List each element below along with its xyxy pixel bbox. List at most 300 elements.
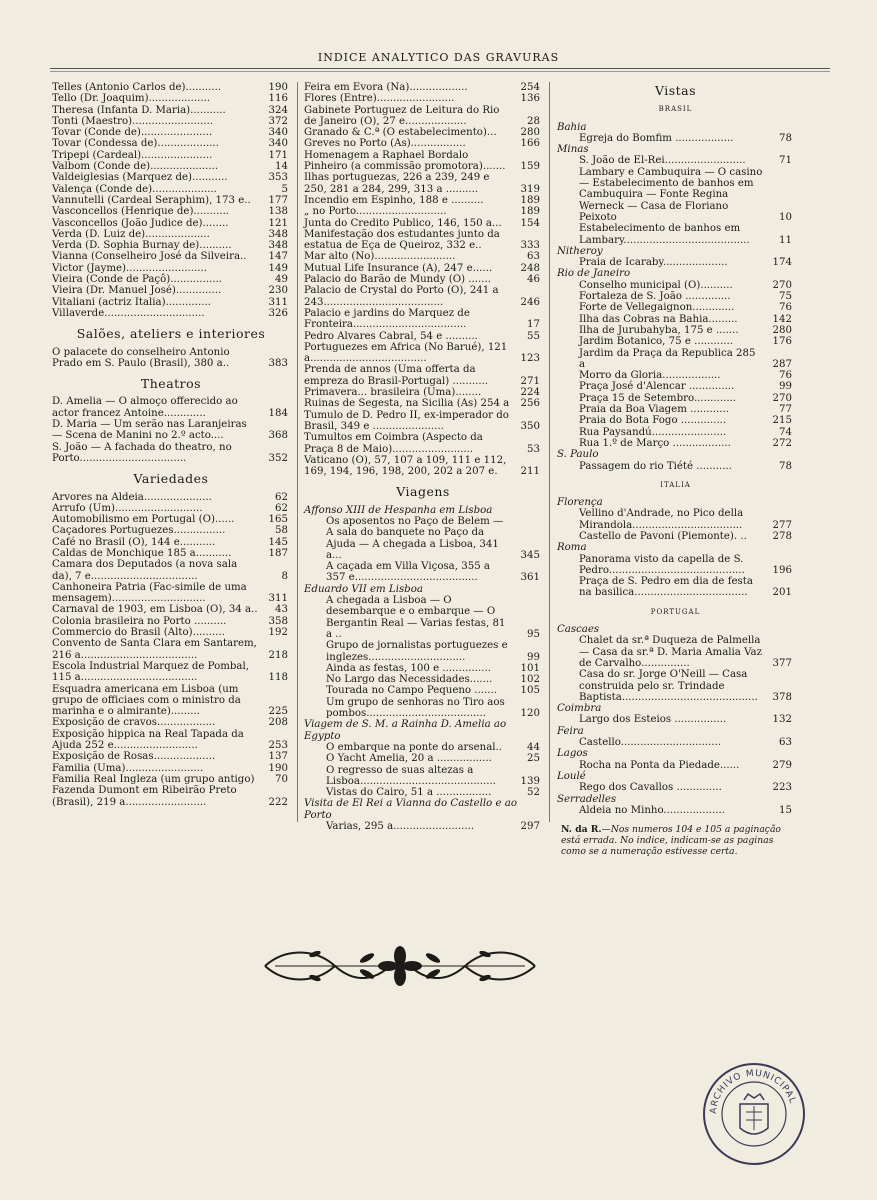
entry-page-number: 350: [520, 420, 540, 432]
entry-title: Os aposentos no Paço de Belem — A sala do banquete no Paço da Ajuda — A chegada a Lisboa, 341 a...: [326, 515, 504, 561]
entry-title: Telles (Antonio Carlos de)...........: [52, 82, 222, 93]
entry-page-number: 253: [268, 740, 288, 752]
index-entry: [52, 442, 290, 465]
index-entry: [52, 559, 290, 582]
entry-page-number: 142: [772, 313, 792, 325]
entry-page-number: 138: [268, 206, 288, 218]
entry-page-number: 311: [268, 296, 288, 308]
entry-page-number: 223: [772, 782, 792, 794]
entry-page-number: 71: [779, 155, 792, 167]
entry-title: Victor (Jayme).........................: [52, 262, 207, 274]
entry-page-number: 348: [268, 228, 288, 240]
ornamental-divider: [255, 940, 545, 992]
entry-title: Chalet da sr.ª Duqueza de Palmella — Casa da sr.ª D. Maria Amalia Vaz de Carvalho...............: [579, 635, 762, 669]
entry-title: D. Maria — Um serão nas Laranjeiras — Scena de Manini no 2.º acto....: [52, 419, 247, 442]
entry-title: Tonti (Maestro).........................: [52, 115, 214, 127]
entry-page-number: 280: [520, 127, 540, 139]
column-divider: [297, 82, 298, 822]
entry-title: Caçadores Portuguezes................: [52, 525, 226, 537]
entry-title: Praça de S. Pedro em dia de festa na basilica...................................: [579, 576, 753, 599]
index-entry: [52, 785, 290, 808]
index-entry: [304, 516, 542, 561]
index-entry: [557, 370, 794, 381]
index-entry: [557, 669, 794, 703]
entry-title: S. João — A fachada do theatro, no Porto.................................: [52, 441, 232, 464]
entry-page-number: 270: [772, 279, 792, 291]
index-entry: [52, 116, 290, 127]
entry-page-number: 230: [268, 285, 288, 297]
entry-page-number: 254: [520, 82, 540, 93]
entry-page-number: 10: [779, 211, 792, 223]
entry-title: Feira em Evora (Na)..................: [304, 82, 468, 93]
entry-page-number: 174: [772, 257, 792, 269]
index-entry: [304, 331, 542, 342]
entry-title: Mutual Life Insurance (A), 247 e......: [304, 262, 493, 274]
entry-page-number: 272: [772, 437, 792, 449]
entry-title: Vistas do Cairo, 51 a .................: [326, 787, 492, 799]
place-heading: Florença: [557, 497, 603, 509]
entry-page-number: 271: [520, 375, 540, 387]
entry-page-number: 189: [520, 194, 540, 206]
entry-page-number: 46: [527, 274, 540, 286]
entry-page-number: 49: [275, 274, 288, 286]
index-entry: [52, 396, 290, 419]
entry-title: Villaverde...............................: [52, 307, 205, 319]
entry-page-number: 222: [268, 796, 288, 808]
entry-page-number: 319: [520, 183, 540, 195]
place-heading: Roma: [557, 542, 587, 554]
entry-page-number: 248: [520, 262, 540, 274]
index-entry: [52, 138, 290, 149]
index-entry: [52, 503, 290, 514]
entry-page-number: 132: [772, 714, 792, 726]
entry-title: Jardim Botanico, 75 e ............: [579, 336, 733, 348]
entry-title: Fortaleza de S. João ..............: [579, 291, 731, 303]
index-entry: [557, 381, 794, 392]
index-entry: [52, 297, 290, 308]
archive-stamp: [700, 1060, 808, 1168]
entry-title: Tumultos em Coimbra (Aspecto da Praça 8 de Maio).........................: [304, 432, 483, 455]
entry-title: Automobilismo em Portugal (O)......: [52, 514, 235, 526]
entry-page-number: 120: [520, 708, 540, 720]
index-entry: [304, 138, 542, 149]
place-heading: Bahia: [557, 121, 587, 133]
index-entry: [304, 753, 542, 764]
index-entry: [304, 561, 542, 584]
entry-page-number: 378: [772, 691, 792, 703]
entry-title: Praia de Icaraby....................: [579, 257, 728, 269]
index-entry: [52, 206, 290, 217]
entry-title: Praia do Bota Fogo ..............: [579, 415, 727, 427]
entry-page-number: 377: [772, 657, 792, 669]
place-heading: Visita de El Rei a Vianna do Castello e ao Porto: [304, 798, 517, 821]
entry-page-number: 28: [527, 115, 540, 127]
index-entry: [557, 576, 794, 599]
entry-page-number: 145: [268, 536, 288, 548]
index-entry: [52, 616, 290, 627]
index-entry: [557, 302, 794, 313]
index-entry: [557, 348, 794, 371]
index-entry: [557, 167, 794, 223]
entry-page-number: 358: [268, 615, 288, 627]
entry-title: Morro da Gloria..................: [579, 370, 721, 382]
entry-title: Vaticano (O), 57, 107 a 109, 111 e 112, 169, 194, 196, 198, 200, 202 a 207 e.: [304, 454, 507, 478]
entry-page-number: 11: [779, 234, 792, 246]
entry-page-number: 17: [527, 319, 540, 331]
index-entry: [304, 274, 542, 285]
index-entry: [304, 685, 542, 696]
entry-title: Incendio em Espinho, 188 e ..........: [304, 194, 484, 206]
entry-page-number: 147: [268, 251, 288, 263]
index-entry: [52, 82, 290, 93]
index-entry: [52, 218, 290, 229]
entry-title: Escola Industrial Marquez de Pombal, 115 a....................................: [52, 660, 249, 684]
index-entry: [557, 415, 794, 426]
entry-title: Familia Real Ingleza (um grupo antigo): [52, 773, 255, 785]
entry-title: Praia da Boa Viagem ............: [579, 404, 729, 416]
entry-page-number: 192: [268, 627, 288, 639]
place-heading: Feira: [557, 725, 584, 737]
entry-page-number: 215: [772, 415, 792, 427]
entry-page-number: 44: [527, 741, 540, 753]
entry-title: Flores (Entre)........................: [304, 93, 455, 105]
index-entry: [52, 751, 290, 762]
entry-page-number: 372: [268, 115, 288, 127]
entry-title: Greves no Porto (As).................: [304, 138, 466, 150]
index-column-3: [557, 82, 794, 857]
index-entry: [52, 514, 290, 525]
entry-page-number: 121: [268, 217, 288, 229]
entry-title: Junta do Credito Publico, 146, 150 a...: [304, 217, 502, 229]
section-heading-variedades: Variedades: [133, 471, 209, 487]
index-entry: [52, 537, 290, 548]
index-entry: [304, 595, 542, 640]
entry-title: Jardim da Praça da Republica 285 a: [579, 347, 756, 370]
index-entry: [557, 461, 794, 472]
header-rule: [50, 68, 830, 69]
entry-page-number: 280: [772, 324, 792, 336]
entry-page-number: 62: [275, 502, 288, 514]
entry-page-number: 340: [268, 138, 288, 150]
index-entry: [557, 291, 794, 302]
entry-page-number: 63: [527, 251, 540, 263]
entry-page-number: 76: [779, 370, 792, 382]
place-heading: Serradelles: [557, 793, 617, 805]
entry-title: Fazenda Dumont em Ribeirão Preto (Brasil), 219 a.........................: [52, 785, 237, 808]
index-entry: [304, 432, 542, 455]
entry-page-number: 123: [520, 353, 540, 365]
entry-title: Aldeia no Minho...................: [579, 804, 725, 816]
entry-title: Ilha de Jurubahyba, 175 e .......: [579, 324, 739, 336]
index-entry: [52, 251, 290, 262]
entry-title: Familia (Uma)........................: [52, 762, 204, 774]
index-entry: [557, 155, 794, 166]
entry-title: Arvores na Aldeia.....................: [52, 491, 212, 503]
index-entry: [304, 105, 542, 128]
index-entry: [304, 150, 542, 173]
entry-page-number: 184: [268, 407, 288, 419]
entry-page-number: 326: [268, 307, 288, 319]
entry-title: Vitaliani (actriz Italia)..............: [52, 296, 211, 308]
place-heading: Viagem de S. M. a Rainha D. Amelia ao Egypto: [304, 719, 507, 742]
index-entry: [52, 492, 290, 503]
index-column-2: [304, 82, 542, 832]
entry-title: Um grupo de senhoras no Tiro aos pombos.....................................: [326, 696, 505, 720]
index-entry: [52, 774, 290, 785]
entry-page-number: 246: [520, 296, 540, 308]
index-entry: [557, 438, 794, 449]
entry-page-number: 177: [268, 194, 288, 206]
entry-page-number: 176: [772, 336, 792, 348]
entry-page-number: 75: [779, 291, 792, 303]
index-entry: [52, 684, 290, 718]
place-heading: Minas: [557, 144, 589, 156]
entry-page-number: 224: [520, 387, 540, 399]
index-entry: [557, 404, 794, 415]
entry-title: Palacio do Barão de Mundy (O) .......: [304, 274, 491, 286]
index-entry: [557, 257, 794, 268]
entry-title: Valbom (Conde de).....................: [52, 161, 219, 173]
entry-title: Gabinete Portuguez de Leitura do Rio de Janeiro (O), 27 e...................: [304, 104, 500, 127]
entry-title: „ no Porto............................: [304, 206, 447, 218]
index-entry: [557, 133, 794, 144]
entry-page-number: 278: [772, 530, 792, 542]
entry-title: S. João de El-Rei.........................: [579, 155, 746, 167]
index-entry: [52, 229, 290, 240]
index-entry: [557, 760, 794, 771]
subheading-italia: ITALIA: [660, 480, 691, 489]
index-entry: [52, 627, 290, 638]
editor-note: [557, 824, 794, 857]
index-entry: [52, 717, 290, 728]
entry-title: Vasconcellos (João Judice de)........: [52, 217, 229, 229]
entry-title: Primavera... brasileira (Uma)........: [304, 387, 482, 399]
entry-page-number: 14: [275, 161, 288, 173]
entry-title: Ilhas portuguezas, 226 a 239, 249 e 250, 281 a 284, 299, 313 a ..........: [304, 172, 490, 195]
index-entry: [52, 240, 290, 251]
entry-title: Panorama visto da capella de S. Pedro..........................................: [579, 553, 745, 576]
entry-title: Rocha na Ponta da Piedade......: [579, 759, 740, 771]
editor-note-label: N. da R.: [561, 824, 602, 836]
svg-text:ARCHIVO MUNICIPAL: ARCHIVO MUNICIPAL: [708, 1068, 798, 1115]
index-entry: [557, 223, 794, 246]
index-entry: [52, 347, 290, 370]
entry-page-number: 149: [268, 262, 288, 274]
entry-title: Ainda as festas, 100 e ...............: [326, 662, 491, 674]
section-heading-saloes: Salões, ateliers e interiores: [76, 326, 266, 342]
entry-title: Theresa (Infanta D. Maria)...........: [52, 104, 226, 116]
index-entry: [304, 410, 542, 433]
entry-title: Tourada no Campo Pequeno .......: [326, 685, 497, 697]
entry-title: Ruinas de Segesta, na Sicilia (As) 254 a: [304, 398, 510, 410]
entry-page-number: 361: [520, 572, 540, 584]
index-entry: [557, 737, 794, 748]
entry-title: Carnaval de 1903, em Lisboa (O), 34 a..: [52, 604, 258, 616]
entry-page-number: 340: [268, 127, 288, 139]
column-divider: [549, 82, 550, 822]
place-heading: Rio de Janeiro: [557, 268, 631, 280]
entry-page-number: 287: [772, 358, 792, 370]
entry-title: Colonia brasileira no Porto ..........: [52, 615, 227, 627]
entry-page-number: 8: [281, 570, 288, 582]
entry-page-number: 137: [268, 751, 288, 763]
entry-title: Tovar (Condessa de)...................: [52, 138, 219, 150]
index-entry: [52, 285, 290, 296]
entry-title: Vannutelli (Cardeal Seraphim), 173 e..: [52, 194, 251, 206]
entry-page-number: 218: [268, 649, 288, 661]
entry-title: Valdeiglesias (Marquez de)...........: [52, 172, 228, 184]
entry-title: Prenda de annos (Uma offerta da empreza do Brasil-Portugal) ...........: [304, 364, 489, 387]
index-entry: [557, 393, 794, 404]
index-entry: [52, 525, 290, 536]
entry-page-number: 74: [779, 426, 792, 438]
index-entry: [52, 419, 290, 442]
index-entry: [557, 280, 794, 291]
entry-title: Conselho municipal (O)..........: [579, 279, 733, 291]
index-entry: [304, 82, 542, 93]
index-entry: [52, 105, 290, 116]
index-entry: [304, 172, 542, 195]
entry-title: Ilha das Cobras na Bahia.........: [579, 313, 738, 325]
entry-title: Lambary e Cambuquira — O casino — Estabelecimento de banhos em Cambuquira — Fonte Regina Werneck — Casa de Floriano Peixoto: [579, 166, 763, 223]
index-entry: [52, 763, 290, 774]
entry-title: Egreja do Bomfim ..................: [579, 132, 734, 144]
editor-note-text: —Nos numeros 104 e 105 a paginação está errada. No indice, indicam-se as paginas como se a numeração estivesse certa.: [561, 824, 781, 858]
entry-title: Vieira (Dr. Manuel José)..............: [52, 285, 222, 297]
index-entry: [304, 455, 542, 478]
entry-page-number: 256: [520, 398, 540, 410]
entry-page-number: 187: [268, 547, 288, 559]
entry-page-number: 279: [772, 759, 792, 771]
entry-title: Verda (D. Sophia Burnay de)..........: [52, 240, 232, 252]
entry-title: Café no Brasil (O), 144 e...........: [52, 536, 216, 548]
section-heading-vistas: Vistas: [654, 83, 697, 98]
index-entry: [304, 285, 542, 308]
entry-title: Tripepi (Cardeal)......................: [52, 149, 213, 161]
entry-title: Palacio e jardins do Marquez de Fronteira...................................: [304, 307, 470, 331]
index-entry: [304, 821, 542, 832]
index-entry: [52, 161, 290, 172]
entry-title: Commercio do Brasil (Alto)..........: [52, 627, 225, 639]
entry-page-number: 225: [268, 706, 288, 718]
entry-page-number: 139: [520, 775, 540, 787]
entry-title: Esquadra americana em Lisboa (um grupo de officiaes com o ministro da marinha e o almirante).........: [52, 683, 241, 718]
place-heading: Loulé: [557, 770, 586, 782]
index-entry: [304, 263, 542, 274]
entry-title: Palacio de Crystal do Porto (O), 241 a 243.....................................: [304, 285, 499, 308]
entry-title: Passagem do rio Tiété ...........: [579, 460, 732, 472]
index-entry: [52, 195, 290, 206]
entry-title: Praça 15 de Setembro.............: [579, 392, 737, 404]
index-entry: [52, 184, 290, 195]
entry-title: Arrufo (Um)...........................: [52, 502, 203, 514]
index-entry: [557, 782, 794, 793]
entry-page-number: 105: [520, 685, 540, 697]
entry-page-number: 208: [268, 717, 288, 729]
index-column-1: [52, 82, 290, 808]
entry-title: Casa do sr. Jorge O'Neill — Casa construida pelo sr. Trindade Baptista..........................................: [579, 669, 758, 703]
entry-title: Vasconcellos (Henrique de)...........: [52, 206, 230, 218]
entry-title: Camara dos Deputados (a nova sala da), 7 e.................................: [52, 559, 238, 582]
entry-page-number: 136: [520, 93, 540, 105]
entry-title: Rego dos Cavallos ..............: [579, 782, 722, 794]
entry-page-number: 55: [527, 330, 540, 342]
entry-title: Vellino d'Andrade, no Pico della Mirandola..................................: [579, 508, 744, 531]
place-heading: Lagos: [557, 748, 588, 760]
entry-page-number: 77: [779, 404, 792, 416]
entry-page-number: 43: [275, 604, 288, 616]
index-entry: [557, 427, 794, 438]
index-entry: [304, 308, 542, 331]
entry-title: A caçada em Villa Viçosa, 355 a 357 e......................................: [326, 561, 490, 584]
index-entry: [557, 336, 794, 347]
entry-page-number: 99: [527, 651, 540, 663]
entry-title: Convento de Santa Clara em Santarem, 216 a....................................: [52, 638, 257, 661]
entry-page-number: 166: [520, 138, 540, 150]
entry-title: Varias, 295 a.........................: [326, 821, 475, 832]
entry-title: Tello (Dr. Joaquim)...................: [52, 93, 211, 105]
entry-page-number: 189: [520, 206, 540, 218]
entry-title: O embarque na ponte do arsenal..: [326, 741, 503, 753]
entry-page-number: 277: [772, 519, 792, 531]
index-entry: [52, 308, 290, 319]
entry-page-number: 78: [779, 460, 792, 472]
index-entry: [52, 127, 290, 138]
index-entry: [304, 364, 542, 387]
entry-title: Grupo de jornalistas portuguezes e inglezes..............................: [326, 640, 508, 663]
entry-title: Largo dos Esteios ................: [579, 714, 727, 726]
place-heading: S. Paulo: [557, 449, 599, 461]
index-entry: [304, 765, 542, 788]
entry-title: Vieira (Conde de Paçô)................: [52, 274, 223, 286]
entry-page-number: 116: [268, 93, 288, 105]
subheading-brasil: BRASIL: [658, 105, 693, 114]
entry-page-number: 190: [268, 82, 288, 93]
entry-page-number: 58: [275, 525, 288, 537]
entry-title: Valença (Conde de)....................: [52, 183, 217, 195]
entry-page-number: 53: [527, 443, 540, 455]
index-entry: [304, 697, 542, 720]
entry-page-number: 348: [268, 240, 288, 252]
entry-title: Castello de Pavoni (Piemonte). ..: [579, 530, 747, 542]
entry-title: Canhoneira Patria (Fac-simile de uma mensagem).............................: [52, 581, 247, 605]
index-entry: [52, 548, 290, 559]
entry-title: Manifestação dos estudantes junto da estatua de Eça de Queiroz, 332 e..: [304, 228, 500, 252]
entry-title: Forte de Vellegaignon.............: [579, 302, 735, 314]
entry-title: Pedro Alvares Cabral, 54 e ..........: [304, 330, 478, 342]
entry-page-number: 297: [520, 821, 540, 832]
subheading-portugal: PORTUGAL: [650, 607, 701, 616]
entry-title: Rua Paysandú.......................: [579, 426, 727, 438]
entry-title: Castello...............................: [579, 737, 722, 749]
entry-title: Vianna (Conselheiro José da Silveira..: [52, 251, 247, 263]
entry-page-number: 353: [268, 172, 288, 184]
section-heading-theatros: Theatros: [140, 376, 202, 392]
entry-page-number: 25: [527, 753, 540, 765]
index-entry: [304, 195, 542, 206]
index-entry: [304, 251, 542, 262]
index-entry: [52, 93, 290, 104]
entry-page-number: 383: [268, 357, 288, 369]
entry-page-number: 78: [779, 132, 792, 144]
entry-page-number: 5: [281, 183, 288, 195]
entry-page-number: 171: [268, 149, 288, 161]
entry-title: Exposição hippica na Real Tapada da Ajuda 252 e..........................: [52, 728, 244, 752]
entry-page-number: 63: [779, 737, 792, 749]
entry-title: Homenagem a Raphael Bordalo Pinheiro (a commissão promotora).......: [304, 149, 506, 173]
entry-page-number: 270: [772, 392, 792, 404]
entry-page-number: 352: [268, 452, 288, 464]
